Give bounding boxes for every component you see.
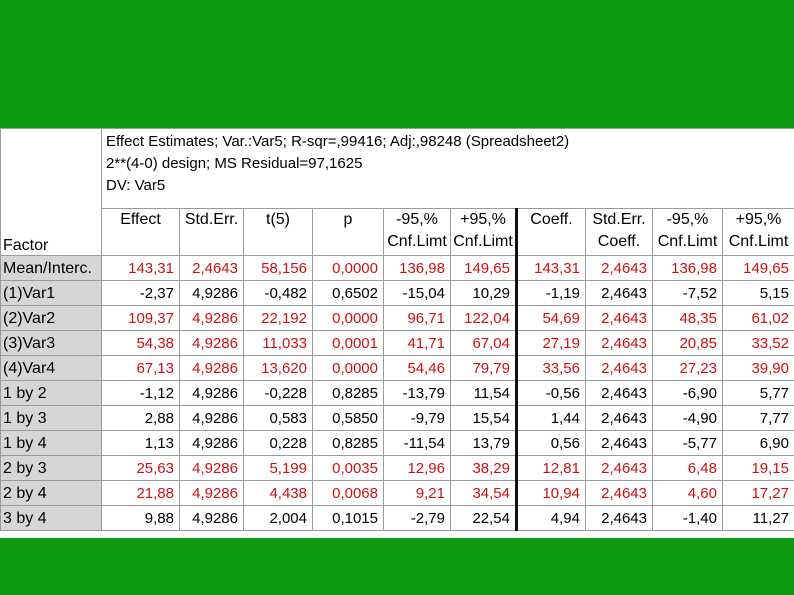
row-header[interactable]: 2 by 3 <box>1 456 102 481</box>
table-cell[interactable]: 149,65 <box>723 256 794 281</box>
table-cell[interactable]: 4,9286 <box>180 281 244 306</box>
table-cell[interactable]: 11,033 <box>244 331 313 356</box>
table-row[interactable] <box>1 381 794 406</box>
table-cell[interactable]: 54,38 <box>102 331 180 356</box>
table-cell[interactable]: 136,98 <box>653 256 723 281</box>
table-cell[interactable]: 7,77 <box>723 406 794 431</box>
table-cell[interactable]: 143,31 <box>517 256 586 281</box>
table-cell[interactable]: -0,228 <box>244 381 313 406</box>
table-cell[interactable]: 6,90 <box>723 431 794 456</box>
column-header-10[interactable] <box>723 209 794 256</box>
row-header[interactable]: (2)Var2 <box>1 306 102 331</box>
table-cell[interactable]: -15,04 <box>384 281 451 306</box>
table-cell[interactable]: -9,79 <box>384 406 451 431</box>
table-cell[interactable]: -0,482 <box>244 281 313 306</box>
table-row[interactable] <box>1 506 794 531</box>
table-cell[interactable]: 0,0000 <box>313 256 384 281</box>
table-cell[interactable]: 48,35 <box>653 306 723 331</box>
table-cell[interactable]: 15,54 <box>451 406 517 431</box>
table-cell[interactable]: 0,228 <box>244 431 313 456</box>
table-row[interactable] <box>1 281 794 306</box>
table-cell[interactable]: 0,0035 <box>313 456 384 481</box>
table-cell[interactable]: 0,5850 <box>313 406 384 431</box>
column-header-3[interactable] <box>244 209 313 256</box>
table-cell[interactable]: 2,4643 <box>586 431 653 456</box>
table-cell[interactable]: -7,52 <box>653 281 723 306</box>
column-header-line1: +95,% <box>735 211 782 228</box>
factor-column-header[interactable]: Factor <box>1 129 102 256</box>
table-cell[interactable]: 33,52 <box>723 331 794 356</box>
table-cell[interactable]: 2,4643 <box>180 256 244 281</box>
column-header-line1: Std.Err. <box>592 211 646 228</box>
table-row[interactable] <box>1 256 794 281</box>
table-cell[interactable]: 0,0000 <box>313 356 384 381</box>
table-cell[interactable]: 10,94 <box>517 481 586 506</box>
row-header[interactable]: 1 by 4 <box>1 431 102 456</box>
table-cell[interactable]: 9,88 <box>102 506 180 531</box>
table-cell[interactable]: 0,0001 <box>313 331 384 356</box>
table-cell[interactable]: 4,9286 <box>180 456 244 481</box>
table-cell[interactable]: 2,4643 <box>586 481 653 506</box>
table-cell[interactable]: 9,21 <box>384 481 451 506</box>
table-cell[interactable]: 67,13 <box>102 356 180 381</box>
table-cell[interactable]: 34,54 <box>451 481 517 506</box>
table-cell[interactable]: 2,4643 <box>586 331 653 356</box>
table-cell[interactable]: 27,23 <box>653 356 723 381</box>
table-cell[interactable]: 2,004 <box>244 506 313 531</box>
table-cell[interactable]: 96,71 <box>384 306 451 331</box>
table-cell[interactable]: 2,88 <box>102 406 180 431</box>
column-header-2[interactable] <box>180 209 244 256</box>
table-cell[interactable]: 109,37 <box>102 306 180 331</box>
table-cell[interactable]: 0,8285 <box>313 381 384 406</box>
table-cell[interactable]: 4,9286 <box>180 406 244 431</box>
table-cell[interactable]: 0,0000 <box>313 306 384 331</box>
column-header-line1: p <box>343 211 353 228</box>
table-cell[interactable]: 4,94 <box>517 506 586 531</box>
table-cell[interactable]: 0,56 <box>517 431 586 456</box>
table-cell[interactable]: 20,85 <box>653 331 723 356</box>
column-header-line2: Cnf.Limt <box>728 233 789 250</box>
table-cell[interactable]: 38,29 <box>451 456 517 481</box>
table-cell[interactable]: 4,9286 <box>180 331 244 356</box>
table-cell[interactable]: 149,65 <box>451 256 517 281</box>
table-cell[interactable]: 41,71 <box>384 331 451 356</box>
table-cell[interactable]: -6,90 <box>653 381 723 406</box>
column-header-line2: Coeff. <box>597 233 641 250</box>
row-header[interactable]: 1 by 3 <box>1 406 102 431</box>
table-cell[interactable]: 0,1015 <box>313 506 384 531</box>
table-cell[interactable]: 33,56 <box>517 356 586 381</box>
table-cell[interactable]: 2,4643 <box>586 306 653 331</box>
spreadsheet-panel <box>0 128 794 538</box>
column-header-line1: -95,% <box>396 211 438 228</box>
title-line-3: DV: Var5 <box>106 177 166 194</box>
table-row[interactable] <box>1 481 794 506</box>
table-row[interactable] <box>1 406 794 431</box>
column-header-row <box>1 209 794 256</box>
effect-estimates-table <box>0 128 794 531</box>
table-cell[interactable]: -1,19 <box>517 281 586 306</box>
table-cell[interactable]: -1,40 <box>653 506 723 531</box>
table-cell[interactable]: 2,4643 <box>586 281 653 306</box>
column-header-line2: Cnf.Limt <box>657 233 718 250</box>
column-header-line1: Effect <box>120 211 161 228</box>
table-cell[interactable]: -4,90 <box>653 406 723 431</box>
table-cell[interactable]: 25,63 <box>102 456 180 481</box>
column-header-line1: Std.Err. <box>184 211 239 228</box>
table-cell[interactable]: 5,15 <box>723 281 794 306</box>
table-cell[interactable]: 54,69 <box>517 306 586 331</box>
table-cell[interactable]: 2,4643 <box>586 456 653 481</box>
table-cell[interactable]: 12,81 <box>517 456 586 481</box>
column-header-line1: +95,% <box>460 211 506 228</box>
table-cell[interactable]: -13,79 <box>384 381 451 406</box>
column-header-6[interactable] <box>451 209 517 256</box>
table-cell[interactable]: 79,79 <box>451 356 517 381</box>
table-cell[interactable]: 4,438 <box>244 481 313 506</box>
column-header-7[interactable] <box>517 209 586 256</box>
table-cell[interactable]: 27,19 <box>517 331 586 356</box>
table-cell[interactable]: 4,9286 <box>180 431 244 456</box>
column-header-line2: Cnf.Limt <box>387 233 447 250</box>
table-row[interactable] <box>1 431 794 456</box>
table-cell[interactable]: 0,583 <box>244 406 313 431</box>
table-cell[interactable]: -11,54 <box>384 431 451 456</box>
table-row[interactable] <box>1 456 794 481</box>
column-header-line1: -95,% <box>666 211 709 228</box>
column-header-5[interactable] <box>384 209 451 256</box>
column-header-line2: Cnf.Limt <box>453 233 513 250</box>
table-title <box>102 129 794 209</box>
table-cell[interactable]: 5,199 <box>244 456 313 481</box>
column-header-1[interactable] <box>102 209 180 256</box>
column-header-line1: t(5) <box>266 211 290 228</box>
table-cell[interactable]: 4,9286 <box>180 381 244 406</box>
table-cell[interactable]: 0,8285 <box>313 431 384 456</box>
column-header-9[interactable] <box>653 209 723 256</box>
table-row[interactable] <box>1 356 794 381</box>
table-cell[interactable]: 21,88 <box>102 481 180 506</box>
table-cell[interactable]: 2,4643 <box>586 506 653 531</box>
title-line-1: Effect Estimates; Var.:Var5; R-sqr=,99416; Adj:,98248 (Spreadsheet2) <box>106 133 570 150</box>
table-cell[interactable]: 67,04 <box>451 331 517 356</box>
table-row[interactable] <box>1 306 794 331</box>
table-cell[interactable]: -1,12 <box>102 381 180 406</box>
table-cell[interactable]: 54,46 <box>384 356 451 381</box>
row-header[interactable]: (3)Var3 <box>1 331 102 356</box>
table-cell[interactable]: 136,98 <box>384 256 451 281</box>
table-cell[interactable]: 19,15 <box>723 456 794 481</box>
row-header[interactable]: 3 by 4 <box>1 506 102 531</box>
table-cell[interactable]: 10,29 <box>451 281 517 306</box>
table-cell[interactable]: 1,44 <box>517 406 586 431</box>
table-cell[interactable]: 122,04 <box>451 306 517 331</box>
table-cell[interactable]: 1,13 <box>102 431 180 456</box>
table-row[interactable] <box>1 331 794 356</box>
table-cell[interactable]: 11,27 <box>723 506 794 531</box>
table-cell[interactable]: 0,6502 <box>313 281 384 306</box>
table-cell[interactable]: 13,79 <box>451 431 517 456</box>
row-header[interactable]: (4)Var4 <box>1 356 102 381</box>
table-cell[interactable]: 22,54 <box>451 506 517 531</box>
table-cell[interactable]: 17,27 <box>723 481 794 506</box>
row-header[interactable]: (1)Var1 <box>1 281 102 306</box>
title-line-2: 2**(4-0) design; MS Residual=97,1625 <box>106 155 363 172</box>
row-header[interactable]: 2 by 4 <box>1 481 102 506</box>
column-header-line1: Coeff. <box>530 211 573 228</box>
row-header[interactable]: Mean/Interc. <box>1 256 102 281</box>
column-header-4[interactable] <box>313 209 384 256</box>
table-cell[interactable]: 5,77 <box>723 381 794 406</box>
table-cell[interactable]: 4,9286 <box>180 481 244 506</box>
table-cell[interactable]: 12,96 <box>384 456 451 481</box>
table-cell[interactable]: 2,4643 <box>586 406 653 431</box>
table-cell[interactable]: 0,0068 <box>313 481 384 506</box>
table-cell[interactable]: 2,4643 <box>586 381 653 406</box>
table-cell[interactable]: -0,56 <box>517 381 586 406</box>
table-cell[interactable]: 4,60 <box>653 481 723 506</box>
table-cell[interactable]: 61,02 <box>723 306 794 331</box>
table-cell[interactable]: 2,4643 <box>586 256 653 281</box>
table-cell[interactable]: 39,90 <box>723 356 794 381</box>
table-cell[interactable]: -2,79 <box>384 506 451 531</box>
column-header-8[interactable] <box>586 209 653 256</box>
table-cell[interactable]: 4,9286 <box>180 506 244 531</box>
table-cell[interactable]: 22,192 <box>244 306 313 331</box>
table-cell[interactable]: 13,620 <box>244 356 313 381</box>
table-cell[interactable]: -2,37 <box>102 281 180 306</box>
table-cell[interactable]: 4,9286 <box>180 356 244 381</box>
row-header[interactable]: 1 by 2 <box>1 381 102 406</box>
table-cell[interactable]: 58,156 <box>244 256 313 281</box>
table-cell[interactable]: 11,54 <box>451 381 517 406</box>
table-cell[interactable]: 6,48 <box>653 456 723 481</box>
table-cell[interactable]: 2,4643 <box>586 356 653 381</box>
table-cell[interactable]: 4,9286 <box>180 306 244 331</box>
table-cell[interactable]: -5,77 <box>653 431 723 456</box>
table-cell[interactable]: 143,31 <box>102 256 180 281</box>
